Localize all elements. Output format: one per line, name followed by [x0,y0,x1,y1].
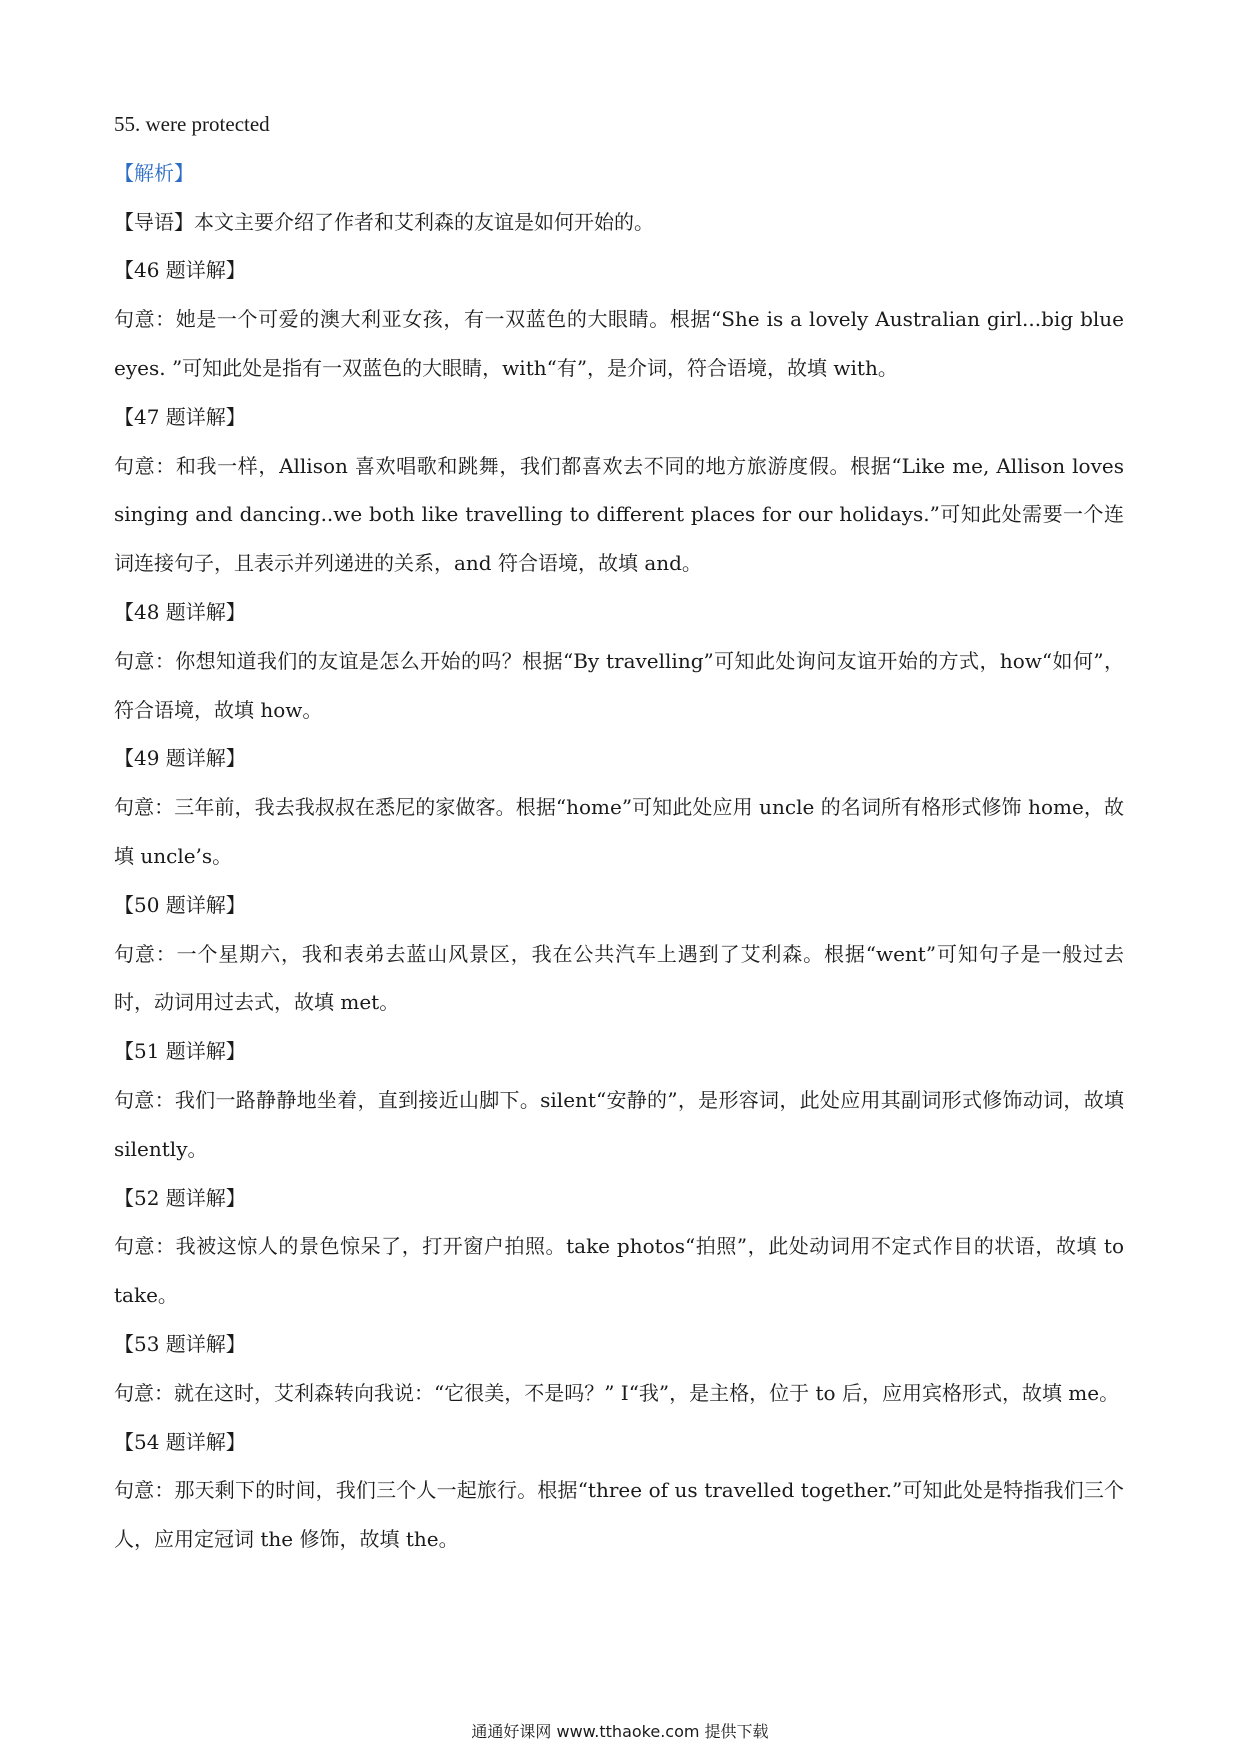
question-explanation-48: 句意：你想知道我们的友谊是怎么开始的吗？根据“By travelling”可知此处询问友谊开始的方式，how“如何”，符合语境，故填 how。 [114,648,1124,722]
question-explanation-51: 句意：我们一路静静地坐着，直到接近山脚下。silent“安静的”，是形容词，此处应用其副词形式修饰动词，故填 silently。 [114,1087,1124,1161]
intro-paragraph: 【导语】本文主要介绍了作者和艾利森的友谊是如何开始的。 [114,209,654,234]
question-explanation-47: 句意：和我一样，Allison 喜欢唱歌和跳舞，我们都喜欢去不同的地方旅游度假。根据“Like me, Allison loves singing and dancing..we both like travelling to different places for our holidays.”可知此处需要一个连词连接句子，且表示并列递进的关系，and 符合语境，故填 and。 [114,453,1124,576]
document-body [114,100,1124,1564]
question-heading-49: 【49 题详解】 [114,746,246,771]
question-heading-50: 【50 题详解】 [114,892,246,917]
question-heading-46: 【46 题详解】 [114,258,246,283]
question-heading-47: 【47 题详解】 [114,404,246,429]
analysis-label: 【解析】 [114,160,194,185]
question-heading-51: 【51 题详解】 [114,1039,246,1064]
question-explanation-49: 句意：三年前，我去我叔叔在悉尼的家做客。根据“home”可知此处应用 uncle 的名词所有格形式修饰 home，故填 uncle’s。 [114,795,1124,868]
question-heading-48: 【48 题详解】 [114,599,246,624]
page-footer: 通通好课网 www.tthaoke.com 提供下载 [471,1722,769,1741]
question-heading-52: 【52 题详解】 [114,1185,246,1210]
question-heading-53: 【53 题详解】 [114,1331,246,1356]
question-explanation-54: 句意：那天剩下的时间，我们三个人一起旅行。根据“three of us travelled together.”可知此处是特指我们三个人，应用定冠词 the 修饰，故填 the。 [114,1478,1124,1552]
question-explanation-50: 句意：一个星期六，我和表弟去蓝山风景区，我在公共汽车上遇到了艾利森。根据“went”可知句子是一般过去时，动词用过去式，故填 met。 [114,941,1124,1015]
question-explanation-46: 句意：她是一个可爱的澳大利亚女孩，有一双蓝色的大眼睛。根据“She is a lovely Australian girl...big blue eyes. ”可知此处是指有一双蓝色的大眼睛，with“有”，是介词，符合语境，故填 with。 [114,307,1124,380]
question-explanation-52: 句意：我被这惊人的景色惊呆了，打开窗户拍照。take photos“拍照”，此处动词用不定式作目的状语，故填 to take。 [114,1234,1124,1308]
question-heading-54: 【54 题详解】 [114,1429,246,1454]
question-explanation-53: 句意：就在这时，艾利森转向我说：“它很美，不是吗？” I“我”，是主格，位于 to 后，应用宾格形式，故填 me。 [114,1380,1120,1405]
answer-55: 55. were protected [114,112,270,136]
